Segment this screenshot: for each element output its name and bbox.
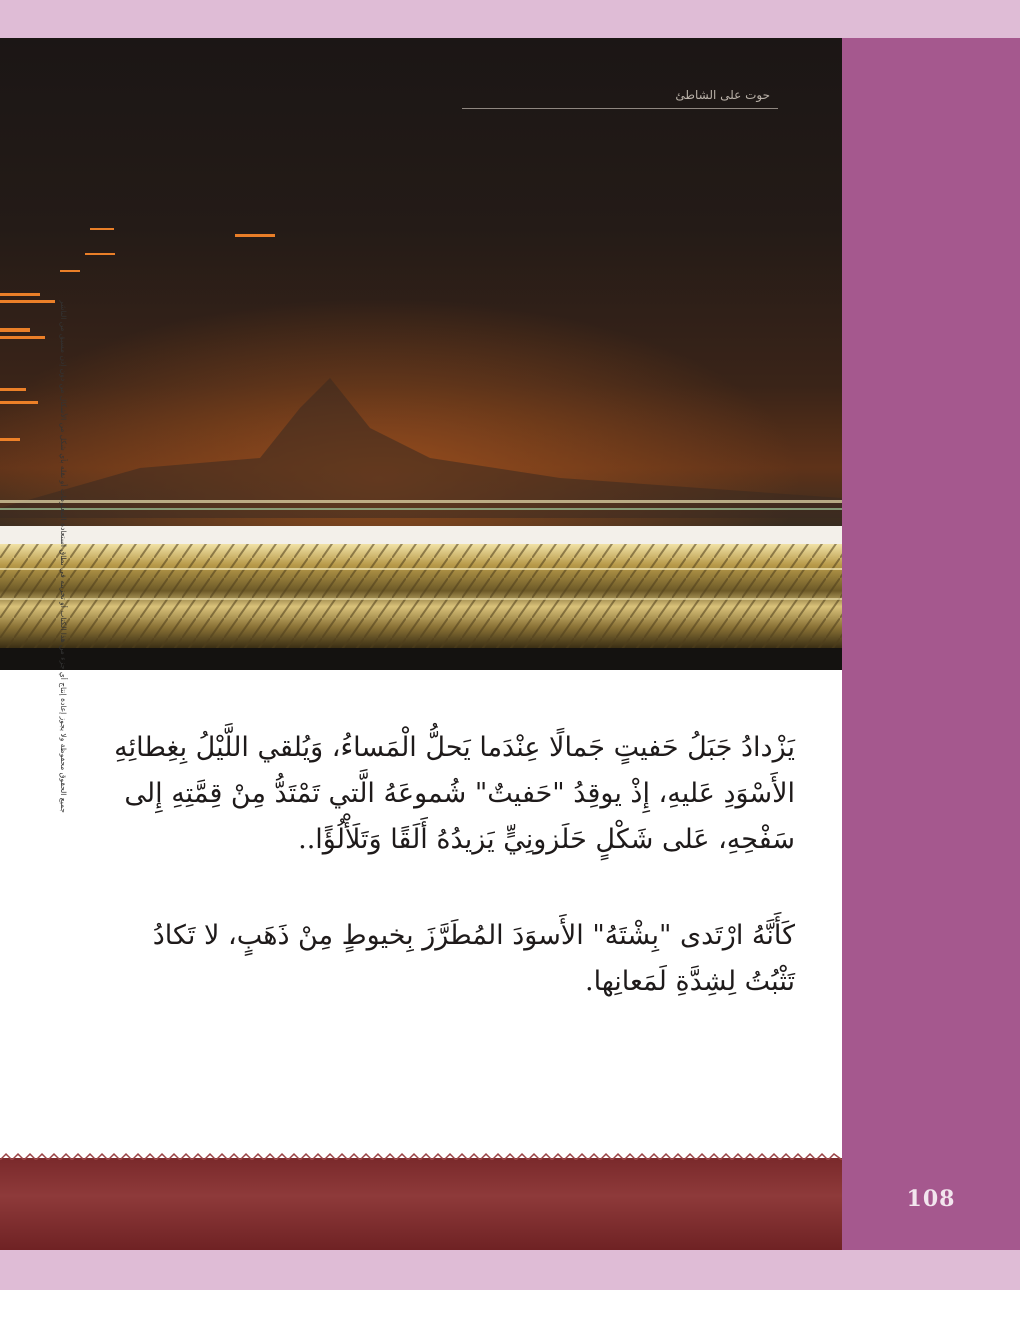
bottom-band bbox=[0, 1250, 1020, 1290]
mountain-night-photo bbox=[0, 38, 842, 670]
paragraph-2: كَأَنَّهُ ارْتَدى "بِشْتَهُ" الأَسوَدَ المُطَرَّزَ بِخيوطٍ مِنْ ذَهَبٍ، لا تَكادُ تَثْبُتُ لِشِدَّةِ لَمَعانِها. bbox=[152, 920, 795, 997]
photo-illustration bbox=[0, 38, 842, 670]
top-band bbox=[0, 0, 1020, 38]
side-panel bbox=[842, 38, 1020, 1250]
running-title-rule bbox=[462, 108, 778, 109]
footer-band bbox=[0, 1160, 842, 1250]
paragraph-1: يَزْدادُ جَبَلُ حَفيتٍ جَمالًا عِنْدَما يَحلُّ الْمَساءُ، وَيُلقي اللَّيْلُ بِغِطائِهِ الأَسْوَدِ عَليهِ، إِذْ يوقِدُ "حَفيتٌ" شُموعَهُ الَّتي تَمْتَدُّ مِنْ قِمَّتِهِ إِلى سَفْحِهِ، عَلى شَكْلٍ حَلَزونِيٍّ يَزيدُهُ أَلَقًا وَتَلَأْلُؤًا.. bbox=[114, 732, 795, 855]
running-title: حوت على الشاطئ bbox=[675, 88, 770, 102]
copyright-notice: جميع الحقوق محفوظة ولا يجوز إعادة إنتاج أي جزء من هذا الكتاب أو تخزينه في نطاق استعادة المعلومات أو نقله بأي شكل من الأشكال من دون إذن مسبق من الناشر bbox=[59, 300, 68, 813]
story-text bbox=[95, 725, 795, 1005]
page-number: 108 bbox=[906, 1186, 956, 1212]
